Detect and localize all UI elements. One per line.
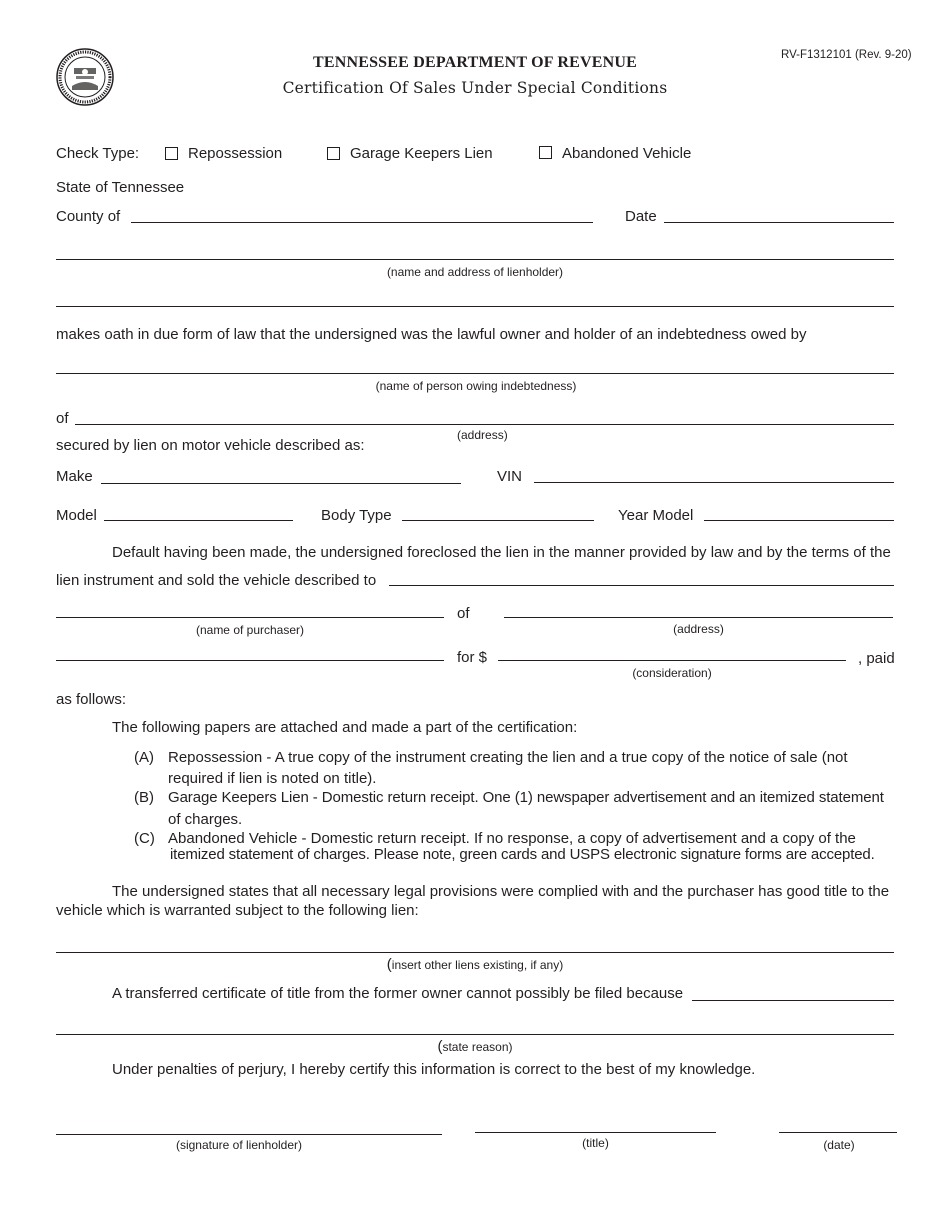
paper-b-line1: Garage Keepers Lien - Domestic return receipt. One (1) newspaper advertisement and an itemized statement bbox=[168, 789, 884, 806]
county-line bbox=[131, 222, 593, 223]
model-label: Model bbox=[56, 507, 97, 524]
date-line bbox=[664, 222, 894, 223]
default-text-2: lien instrument and sold the vehicle described to bbox=[56, 572, 377, 589]
date-label: Date bbox=[625, 208, 657, 225]
sold-to-line bbox=[389, 585, 894, 586]
year-model-line bbox=[704, 520, 894, 521]
year-model-input[interactable] bbox=[705, 502, 893, 520]
paper-b-line2: of charges. bbox=[168, 811, 243, 828]
debtor-line bbox=[56, 373, 894, 374]
make-label: Make bbox=[56, 468, 93, 485]
county-input[interactable] bbox=[132, 204, 592, 222]
title-caption: (title) bbox=[582, 1136, 609, 1150]
sold-to-input[interactable] bbox=[390, 567, 893, 585]
consideration-line bbox=[498, 660, 846, 661]
paper-c-key: (C) bbox=[134, 830, 155, 847]
check-type-label: Check Type: bbox=[56, 145, 140, 162]
signature-caption: (signature of lienholder) bbox=[175, 1138, 303, 1152]
of-label-2: of bbox=[457, 605, 470, 622]
paper-c-line2: itemized statement of charges. Please note, green cards and USPS electronic signature forms are accepted. bbox=[170, 846, 875, 863]
department-title: TENNESSEE DEPARTMENT OF REVENUE bbox=[312, 54, 638, 71]
payment-input[interactable] bbox=[57, 642, 443, 660]
garage-keepers-lien-label: Garage Keepers Lien bbox=[350, 145, 493, 162]
secured-text: secured by lien on motor vehicle described as: bbox=[56, 437, 365, 454]
other-liens-caption bbox=[56, 958, 894, 972]
purchaser-name-input[interactable] bbox=[57, 599, 443, 617]
title-input[interactable] bbox=[476, 1114, 715, 1132]
paper-a-line1: Repossession - A true copy of the instrument creating the lien and a true copy of the notice of sale (not bbox=[168, 749, 848, 766]
title-line bbox=[475, 1132, 716, 1133]
state-label: State of Tennessee bbox=[56, 179, 185, 196]
purchaser-address-caption: (address) bbox=[673, 622, 724, 636]
model-input[interactable] bbox=[105, 502, 292, 520]
other-liens-line bbox=[56, 952, 894, 953]
vin-input[interactable] bbox=[535, 464, 893, 482]
body-type-line bbox=[402, 520, 594, 521]
state-reason-caption-text: state reason) bbox=[442, 1040, 513, 1054]
state-reason-input[interactable] bbox=[57, 1016, 893, 1034]
garage-keepers-lien-checkbox[interactable] bbox=[327, 147, 340, 160]
consideration-caption: (consideration) bbox=[632, 666, 712, 680]
other-liens-caption-text: insert other liens existing, if any) bbox=[391, 958, 564, 972]
lienholder-line-1 bbox=[56, 259, 894, 260]
default-text-1: Default having been made, the undersigned foreclosed the lien in the manner provided by law and by the terms of the bbox=[112, 544, 891, 561]
transfer-text: A transferred certificate of title from the former owner cannot possibly be filed because bbox=[112, 985, 684, 1002]
paper-c-line1: Abandoned Vehicle - Domestic return receipt. If no response, a copy of advertisement and a copy of the bbox=[168, 830, 856, 847]
sign-date-caption: (date) bbox=[823, 1138, 855, 1152]
purchaser-address-line bbox=[504, 617, 893, 618]
form-number: RV-F1312101 (Rev. 9-20) bbox=[781, 49, 912, 61]
other-liens-input[interactable] bbox=[57, 934, 893, 952]
transfer-reason-input[interactable] bbox=[693, 981, 893, 999]
county-label: County of bbox=[56, 208, 121, 225]
repossession-checkbox[interactable] bbox=[165, 147, 178, 160]
lienholder-address-input[interactable] bbox=[57, 288, 893, 306]
debtor-name-input[interactable] bbox=[57, 355, 893, 373]
debtor-address-line bbox=[75, 424, 894, 425]
vin-line bbox=[534, 482, 894, 483]
papers-intro: The following papers are attached and made a part of the certification: bbox=[112, 719, 578, 736]
model-line bbox=[104, 520, 293, 521]
of-label: of bbox=[56, 410, 69, 427]
lienholder-caption: (name and address of lienholder) bbox=[386, 265, 564, 279]
abandoned-vehicle-label: Abandoned Vehicle bbox=[562, 145, 692, 162]
purchaser-caption: (name of purchaser) bbox=[195, 623, 305, 637]
state-reason-line bbox=[56, 1034, 894, 1035]
consideration-input[interactable] bbox=[499, 642, 845, 660]
state-reason-caption bbox=[56, 1040, 894, 1054]
state-reason-caption-paren: ( bbox=[437, 1038, 443, 1055]
perjury-text: Under penalties of perjury, I hereby certify this information is correct to the best of my knowledge. bbox=[112, 1061, 756, 1078]
form-title: Certification Of Sales Under Special Conditions bbox=[282, 79, 668, 97]
provisions-text-2: vehicle which is warranted subject to the following lien: bbox=[56, 902, 419, 919]
address-caption: (address) bbox=[457, 428, 508, 442]
lienholder-name-input[interactable] bbox=[57, 241, 893, 259]
paper-a-key: (A) bbox=[134, 749, 154, 766]
signature-input[interactable] bbox=[57, 1115, 441, 1133]
vin-label: VIN bbox=[497, 468, 523, 485]
oath-text: makes oath in due form of law that the undersigned was the lawful owner and holder of an indebtedness owed by bbox=[56, 326, 807, 343]
make-input[interactable] bbox=[102, 464, 460, 482]
body-type-input[interactable] bbox=[403, 502, 593, 520]
transfer-reason-line bbox=[692, 1000, 894, 1001]
for-dollar-label: for $ bbox=[457, 649, 488, 666]
date-input[interactable] bbox=[665, 204, 893, 222]
paid-label: , paid bbox=[858, 650, 895, 667]
purchaser-name-line bbox=[56, 617, 444, 618]
purchaser-address-input[interactable] bbox=[505, 599, 892, 617]
payment-line bbox=[56, 660, 444, 661]
other-liens-caption-paren: ( bbox=[386, 956, 392, 973]
provisions-text-1: The undersigned states that all necessary legal provisions were complied with and the purchaser has good title to the bbox=[112, 883, 890, 900]
sign-date-input[interactable] bbox=[780, 1114, 896, 1132]
paper-b-key: (B) bbox=[134, 789, 154, 806]
debtor-caption: (name of person owing indebtedness) bbox=[375, 379, 577, 393]
as-follows-label: as follows: bbox=[56, 691, 127, 708]
body-type-label: Body Type bbox=[321, 507, 392, 524]
debtor-address-input[interactable] bbox=[76, 406, 893, 424]
sign-date-line bbox=[779, 1132, 897, 1133]
lienholder-line-2 bbox=[56, 306, 894, 307]
repossession-label: Repossession bbox=[188, 145, 283, 162]
signature-line bbox=[56, 1134, 442, 1135]
make-line bbox=[101, 483, 461, 484]
year-model-label: Year Model bbox=[618, 507, 694, 524]
abandoned-vehicle-checkbox[interactable] bbox=[539, 146, 552, 159]
paper-a-line2: required if lien is noted on title). bbox=[168, 770, 377, 787]
